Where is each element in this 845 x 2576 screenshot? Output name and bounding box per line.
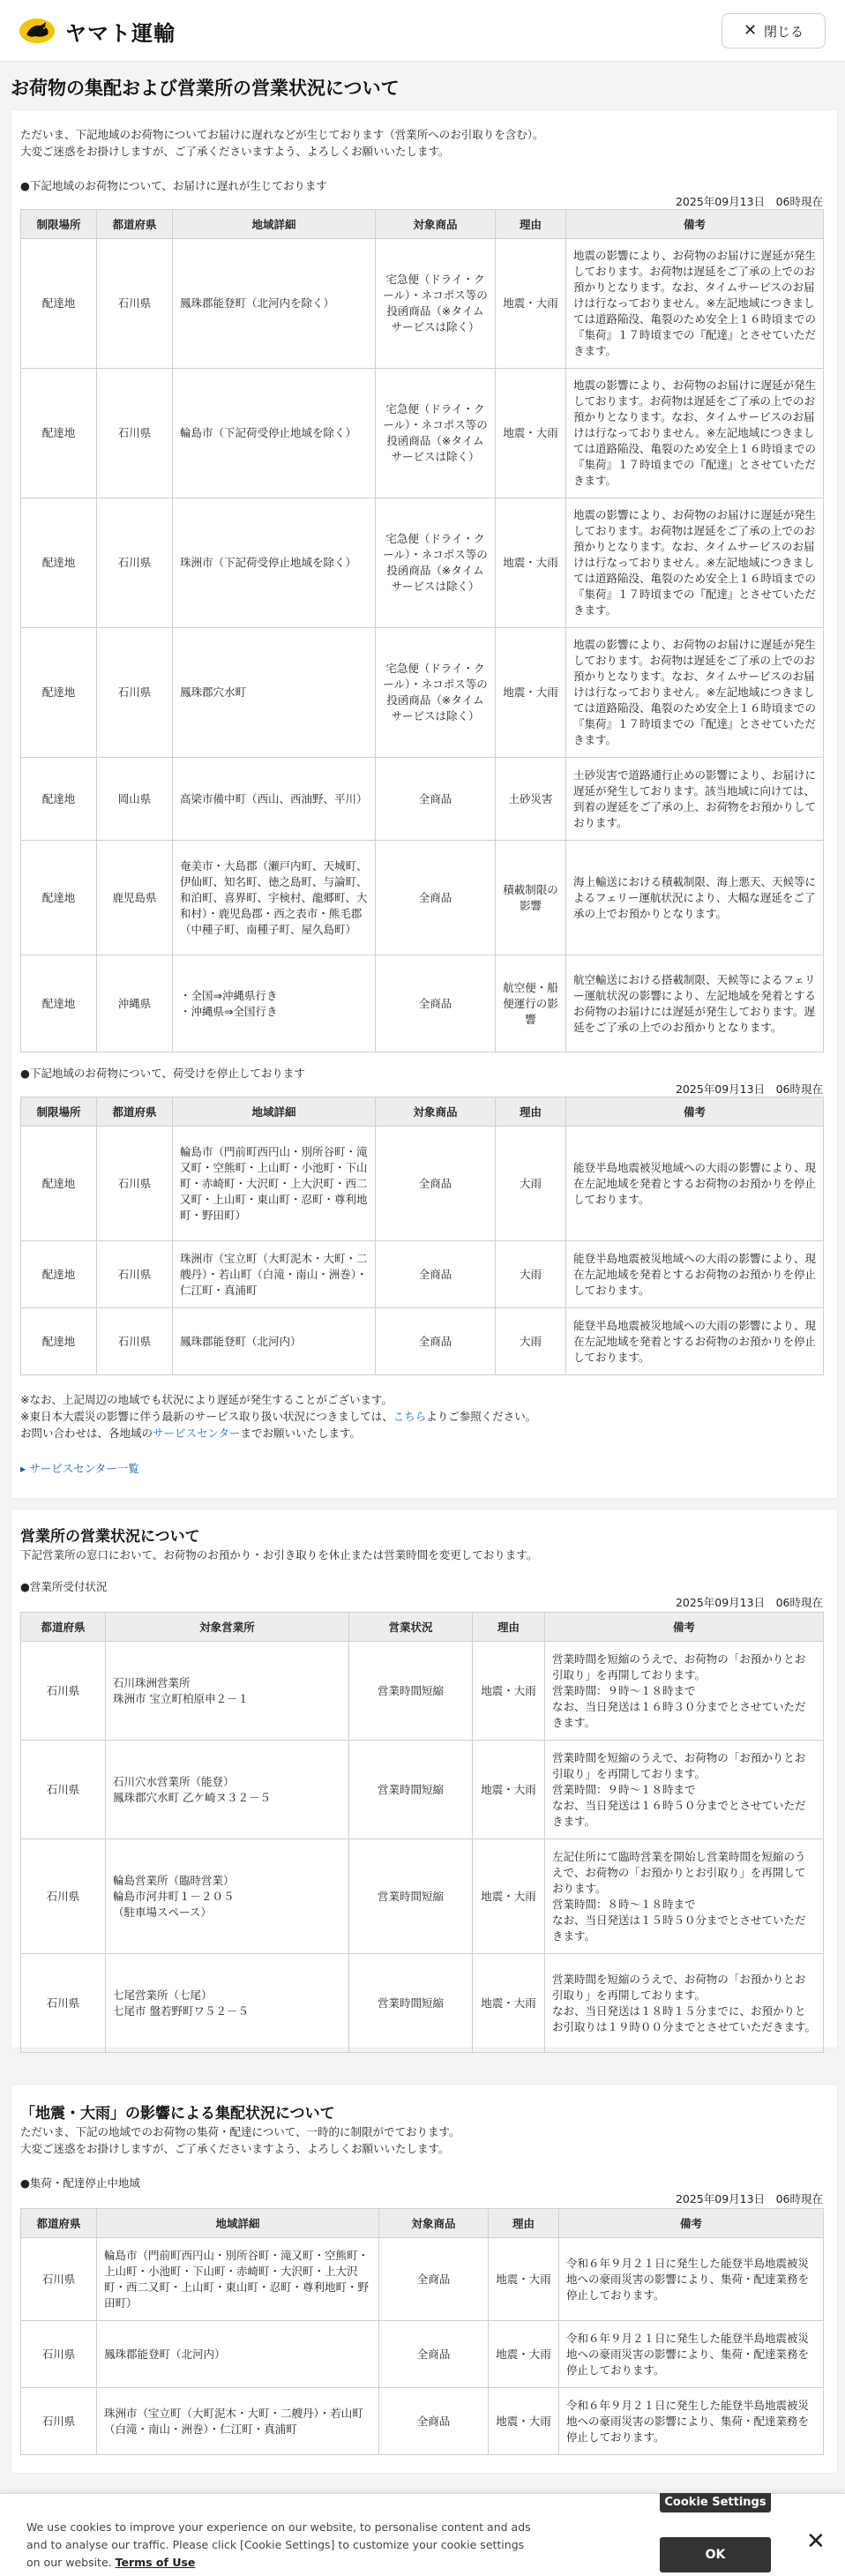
table-cell: 鳳珠郡能登町（北河内） [97, 2321, 379, 2388]
table-row [21, 628, 824, 758]
table-cell: 石川県 [97, 1127, 173, 1241]
table-cell: 配達地 [21, 1308, 97, 1375]
quake-table [20, 2208, 824, 2455]
table-cell: 地震・大雨 [496, 239, 566, 369]
table-cell: 高梁市備中町（西山、西油野、平川） [173, 758, 376, 841]
col-area: 地域詳細 [97, 2209, 379, 2238]
intro-line-2: 大変ご迷惑をお掛けしますが、ご了承くださいますよう、よろしくお願いいたします。 [20, 145, 450, 158]
office-section-title: 営業所の営業状況について [20, 1528, 200, 1546]
delay-heading: ●下記地域のお荷物について、お届けに遅れが生じております [20, 179, 327, 192]
quake-section-title: 「地震・大雨」の影響による集配状況について [20, 2105, 335, 2123]
table-cell: 航空便・船便運行の影響 [496, 955, 566, 1052]
delay-table-wrap [20, 209, 823, 1052]
table-cell: 石川県 [97, 239, 173, 369]
table-cell: 全商品 [376, 1308, 496, 1375]
table-cell: 営業時間短縮 [349, 1741, 473, 1839]
table-cell: 配達地 [21, 758, 97, 841]
office-heading: ●営業所受付状況 [20, 1580, 108, 1593]
col-reason: 理由 [496, 1097, 566, 1127]
table-row [21, 1127, 824, 1241]
close-button[interactable] [722, 13, 826, 49]
col-status: 営業状況 [349, 1613, 473, 1642]
table-cell: 石川県 [21, 2321, 97, 2388]
table-cell: 令和６年９月２１日に発生した能登半島地震被災地への豪雨災害の影響により、集荷・配達業務を停止しております。 [559, 2238, 824, 2321]
table-cell: 輪島営業所（臨時営業） 輪島市河井町１－２０５ （駐車場スペース） [106, 1839, 349, 1954]
quake-rain-card [11, 2084, 838, 2474]
close-label: 閉じる [764, 23, 804, 40]
col-reason: 理由 [473, 1613, 545, 1642]
note-2-tail: よりご参照ください。 [426, 1410, 537, 1423]
table-cell: 配達地 [21, 955, 97, 1052]
table-cell: 珠洲市（宝立町（大町泥木・大町・二艘丹）・若山町（白滝・南山・洲巻）・仁江町・真浦町 [97, 2388, 379, 2455]
col-product: 対象商品 [376, 210, 496, 239]
office-status-card [11, 1509, 838, 2048]
table-row [21, 841, 824, 955]
table-row [21, 758, 824, 841]
table-row [21, 1308, 824, 1375]
table-cell: 配達地 [21, 239, 97, 369]
cookie-ok-button[interactable]: OK [660, 2537, 771, 2572]
office-intro: 下記営業所の窓口において、お荷物のお預かり・お引き取りを休止または営業時間を変更しております。 [20, 1548, 538, 1561]
table-cell: 左記住所にて臨時営業を開始し営業時間を短縮のうえで、お荷物の「お預かりとお引取り」を再開しております。 営業時間：８時～１８時まで なお、当日発送は１５時５０分までとさせていただきます。 [545, 1839, 824, 1954]
cookie-settings-button[interactable]: Cookie Settings [660, 2493, 771, 2512]
col-area: 地域詳細 [173, 1097, 376, 1127]
table-cell: 営業時間短縮 [349, 1642, 473, 1741]
table-cell: 配達地 [21, 1241, 97, 1308]
table-cell: 珠洲市（宝立町（大町泥木・大町・二艘丹）・若山町（白滝・南山・洲巻）・仁江町・真浦町 [173, 1241, 376, 1308]
cookie-text [26, 2519, 538, 2572]
note-3-text: お問い合わせは、各地域の [20, 1427, 153, 1440]
table-cell: 海上輸送における積載制限、海上悪天、天候等によるフェリー運航状況により、大幅な遅延をご了承の上でお預かりとなります。 [566, 841, 824, 955]
quake-table-wrap [20, 2208, 823, 2455]
table-cell: 石川県 [21, 1642, 106, 1741]
table-cell: 地震・大雨 [496, 498, 566, 628]
table-row [21, 1954, 824, 2053]
table-cell: 航空輸送における搭載制限、天候等によるフェリー運航状況の影響により、左記地域を発着とするお荷物のお届けには遅延が発生しております。遅延をご了承の上でのお預かりとなります。 [566, 955, 824, 1052]
stop-asof: 2025年09月13日 06時現在 [675, 1082, 823, 1096]
table-cell: 全商品 [376, 1241, 496, 1308]
notes [20, 1391, 823, 1442]
table-row [21, 2388, 824, 2455]
stop-table [20, 1097, 824, 1375]
table-cell: 能登半島地震被災地域への大雨の影響により、現在左記地域を発着とするお荷物のお預かりを停止しております。 [566, 1241, 824, 1308]
table-cell: 令和６年９月２１日に発生した能登半島地震被災地への豪雨災害の影響により、集荷・配達業務を停止しております。 [559, 2321, 824, 2388]
table-cell: 全商品 [379, 2321, 489, 2388]
table-cell: 営業時間を短縮のうえで、お荷物の「お預かりとお引取り」を再開しております。 なお、当日発送は１８時１５分までに、お預かりとお引取りは１９時００分までとさせていただきます。 [545, 1954, 824, 2053]
col-product: 対象商品 [379, 2209, 489, 2238]
table-cell: 石川珠洲営業所 珠洲市 宝立町柏原申２－１ [106, 1642, 349, 1741]
col-prefecture: 都道府県 [97, 1097, 173, 1127]
table-cell: 石川県 [97, 1308, 173, 1375]
table-cell: 地震・大雨 [496, 369, 566, 498]
table-cell: 積載制限の影響 [496, 841, 566, 955]
table-cell: 地震・大雨 [473, 1954, 545, 2053]
table-cell: 全商品 [376, 758, 496, 841]
table-cell: 輪島市（下記荷受停止地域を除く） [173, 369, 376, 498]
cookie-close-icon[interactable]: ✕ [806, 2528, 826, 2555]
table-cell: 営業時間を短縮のうえで、お荷物の「お預かりとお引取り」を再開しております。 営業時間：９時～１８時まで なお、当日発送は１６時５０分までとさせていただきます。 [545, 1741, 824, 1839]
col-area: 地域詳細 [173, 210, 376, 239]
col-prefecture: 都道府県 [21, 1613, 106, 1642]
quake-intro-1: ただいま、下記の地域でのお荷物の集荷・配達について、一時的に制限がでております。 [20, 2125, 460, 2138]
table-cell: 石川県 [21, 2238, 97, 2321]
table-cell: 配達地 [21, 498, 97, 628]
table-cell: 沖縄県 [97, 955, 173, 1052]
table-cell: 配達地 [21, 1127, 97, 1241]
table-cell: 地震の影響により、お荷物のお届けに遅延が発生しております。お荷物は遅延をご了承の上でのお預かりとなります。なお、タイムサービスのお届けは行なっておりません。※左記地域につきましては道路陥没、亀裂のため安全上１６時頃までの『集荷』１７時頃までの『配達』とさせていただきます。 [566, 369, 824, 498]
col-reason: 理由 [489, 2209, 559, 2238]
delay-asof: 2025年09月13日 06時現在 [675, 195, 823, 208]
delivery-status-card [11, 109, 838, 1499]
stop-heading: ●下記地域のお荷物について、荷受けを停止しております [20, 1067, 305, 1080]
note-2-text: ※東日本大震災の影響に伴う最新のサービス取り扱い状況につきましては、 [20, 1410, 393, 1423]
col-office: 対象営業所 [106, 1613, 349, 1642]
intro-line-1: ただいま、下記地域のお荷物についてお届けに遅れなどが生じております（営業所へのお引取りを含む）。 [20, 128, 544, 141]
delay-table [20, 209, 824, 1052]
quake-asof: 2025年09月13日 06時現在 [675, 2192, 823, 2205]
table-cell: ・全国⇒沖縄県行き ・沖縄県⇒全国行き [173, 955, 376, 1052]
note-3 [20, 1425, 823, 1442]
col-prefecture: 都道府県 [97, 210, 173, 239]
yamato-logo[interactable] [18, 16, 176, 46]
table-cell: 能登半島地震被災地域への大雨の影響により、現在左記地域を発着とするお荷物のお預かりを停止しております。 [566, 1127, 824, 1241]
table-cell: 輪島市（門前町西円山・別所谷町・滝又町・空熊町・上山町・小池町・下山町・赤崎町・大沢町・上大沢町・西二又町・上山町・東山町・忍町・尊利地町・野田町） [97, 2238, 379, 2321]
note-3-tail: までお願いいたします。 [240, 1427, 362, 1440]
table-cell: 全商品 [379, 2388, 489, 2455]
service-center-list-label: サービスセンター一覧 [29, 1462, 139, 1475]
table-cell: 全商品 [376, 955, 496, 1052]
table-cell: 鳳珠郡能登町（北河内を除く） [173, 239, 376, 369]
table-cell: 鳳珠郡能登町（北河内） [173, 1308, 376, 1375]
table-cell: 石川穴水営業所（能登） 鳳珠郡穴水町 乙ケ崎ヌ３２－５ [106, 1741, 349, 1839]
table-cell: 土砂災害 [496, 758, 566, 841]
table-cell: 大雨 [496, 1241, 566, 1308]
table-row [21, 955, 824, 1052]
table-cell: 石川県 [97, 628, 173, 758]
table-cell: 石川県 [21, 1954, 106, 2053]
table-cell: 地震の影響により、お荷物のお届けに遅延が発生しております。お荷物は遅延をご了承の上でのお預かりとなります。なお、タイムサービスのお届けは行なっておりません。※左記地域につきましては道路陥没、亀裂のため安全上１６時頃までの『集荷』１７時頃までの『配達』とさせていただきます。 [566, 498, 824, 628]
table-cell: 石川県 [21, 1839, 106, 1954]
col-remarks: 備考 [566, 1097, 824, 1127]
col-remarks: 備考 [545, 1613, 824, 1642]
table-cell: 珠洲市（下記荷受停止地域を除く） [173, 498, 376, 628]
table-cell: 七尾営業所（七尾） 七尾市 盤若野町ワ５２－５ [106, 1954, 349, 2053]
table-row [21, 2238, 824, 2321]
table-cell: 地震・大雨 [473, 1642, 545, 1741]
table-cell: 石川県 [21, 1741, 106, 1839]
quake-intro-2: 大変ご迷惑をお掛けしますが、ご了承くださいますよう、よろしくお願いいたします。 [20, 2142, 450, 2155]
col-remarks: 備考 [559, 2209, 824, 2238]
table-cell: 地震・大雨 [489, 2238, 559, 2321]
terms-of-use-link[interactable]: Terms of Use [115, 2556, 196, 2569]
table-cell: 宅急便（ドライ・クール）・ネコポス等の投函商品（※タイムサービスは除く） [376, 369, 496, 498]
table-cell: 土砂災害で道路通行止めの影響により、お届けに遅延が発生しております。該当地域に向けては、到着の遅延をご了承の上、お荷物をお預かりしております。 [566, 758, 824, 841]
table-cell: 地震・大雨 [473, 1839, 545, 1954]
table-cell: 宅急便（ドライ・クール）・ネコポス等の投函商品（※タイムサービスは除く） [376, 498, 496, 628]
table-cell: 地震・大雨 [489, 2321, 559, 2388]
table-cell: 配達地 [21, 628, 97, 758]
table-cell: 地震・大雨 [473, 1741, 545, 1839]
col-prefecture: 都道府県 [21, 2209, 97, 2238]
table-cell: 鳳珠郡穴水町 [173, 628, 376, 758]
black-cat-logo-icon [18, 17, 60, 45]
table-cell: 奄美市・大島郡（瀬戸内町、天城町、伊仙町、知名町、徳之島町、与論町、和泊町、喜界町、宇検村、龍郷町、大和村）・鹿児島郡・西之表市・熊毛郡（中種子町、南種子町、屋久島町） [173, 841, 376, 955]
col-remarks: 備考 [566, 210, 824, 239]
table-cell: 輪島市（門前町西円山・別所谷町・滝又町・空熊町・上山町・小池町・下山町・赤崎町・大沢町・上大沢町・西二又町・上山町・東山町・忍町・尊利地町・野田町） [173, 1127, 376, 1241]
table-cell: 大雨 [496, 1127, 566, 1241]
table-cell: 地震の影響により、お荷物のお届けに遅延が発生しております。お荷物は遅延をご了承の上でのお預かりとなります。なお、タイムサービスのお届けは行なっておりません。※左記地域につきましては道路陥没、亀裂のため安全上１６時頃までの『集荷』１７時頃までの『配達』とさせていただきます。 [566, 239, 824, 369]
here-link[interactable]: こちら [393, 1410, 427, 1423]
close-icon: ✕ [743, 21, 758, 40]
table-cell: 宅急便（ドライ・クール）・ネコポス等の投函商品（※タイムサービスは除く） [376, 628, 496, 758]
table-cell: 大雨 [496, 1308, 566, 1375]
table-cell: 石川県 [97, 369, 173, 498]
link-arrow-icon: ▸ [20, 1462, 30, 1475]
table-cell: 宅急便（ドライ・クール）・ネコポス等の投函商品（※タイムサービスは除く） [376, 239, 496, 369]
table-cell: 鹿児島県 [97, 841, 173, 955]
note-1: ※なお、上記周辺の地域でも状況により遅延が発生することがございます。 [20, 1393, 393, 1406]
table-cell: 令和６年９月２１日に発生した能登半島地震被災地への豪雨災害の影響により、集荷・配達業務を停止しております。 [559, 2388, 824, 2455]
table-cell: 能登半島地震被災地域への大雨の影響により、現在左記地域を発着とするお荷物のお預かりを停止しております。 [566, 1308, 824, 1375]
table-cell: 石川県 [97, 1241, 173, 1308]
table-row [21, 369, 824, 498]
table-cell: 全商品 [376, 1127, 496, 1241]
logo-text: ヤマト運輸 [65, 20, 176, 46]
table-cell: 地震・大雨 [496, 628, 566, 758]
table-row [21, 239, 824, 369]
quake-heading: ●集荷・配達停止中地域 [20, 2176, 140, 2190]
table-cell: 地震・大雨 [489, 2388, 559, 2455]
cookie-message: We use cookies to improve your experience on our website, to personalise content and ads and to analyse our traffic. Please click [Cookie Settings] to customize your cookie settings on our website. [26, 2520, 531, 2569]
table-row [21, 498, 824, 628]
table-cell: 全商品 [379, 2238, 489, 2321]
site-header [0, 0, 845, 62]
table-cell: 営業時間を短縮のうえで、お荷物の「お預かりとお引取り」を再開しております。 営業時間：９時～１８時まで なお、当日発送は１６時３０分までとさせていただきます。 [545, 1642, 824, 1741]
table-row [21, 1241, 824, 1308]
col-restriction: 制限場所 [21, 1097, 97, 1127]
stop-table-wrap [20, 1097, 823, 1375]
col-reason: 理由 [496, 210, 566, 239]
table-cell: 石川県 [97, 498, 173, 628]
table-row [21, 1642, 824, 1741]
col-product: 対象商品 [376, 1097, 496, 1127]
table-cell: 全商品 [376, 841, 496, 955]
page-title: お荷物の集配および営業所の営業状況について [11, 78, 400, 99]
office-table-wrap [20, 1612, 823, 2053]
service-center-list-link[interactable] [20, 1462, 139, 1475]
table-cell: 営業時間短縮 [349, 1954, 473, 2053]
office-table [20, 1612, 824, 2053]
table-row [21, 2321, 824, 2388]
service-center-link[interactable]: サービスセンター [153, 1427, 241, 1440]
table-cell: 地震の影響により、お荷物のお届けに遅延が発生しております。お荷物は遅延をご了承の上でのお預かりとなります。なお、タイムサービスのお届けは行なっておりません。※左記地域につきましては道路陥没、亀裂のため安全上１６時頃までの『集荷』１７時頃までの『配達』とさせていただきます。 [566, 628, 824, 758]
col-restriction: 制限場所 [21, 210, 97, 239]
table-cell: 配達地 [21, 369, 97, 498]
table-cell: 配達地 [21, 841, 97, 955]
table-row [21, 1741, 824, 1839]
table-cell: 営業時間短縮 [349, 1839, 473, 1954]
office-asof: 2025年09月13日 06時現在 [675, 1596, 823, 1609]
table-row [21, 1839, 824, 1954]
note-2 [20, 1408, 823, 1425]
table-cell: 岡山県 [97, 758, 173, 841]
table-cell: 石川県 [21, 2388, 97, 2455]
